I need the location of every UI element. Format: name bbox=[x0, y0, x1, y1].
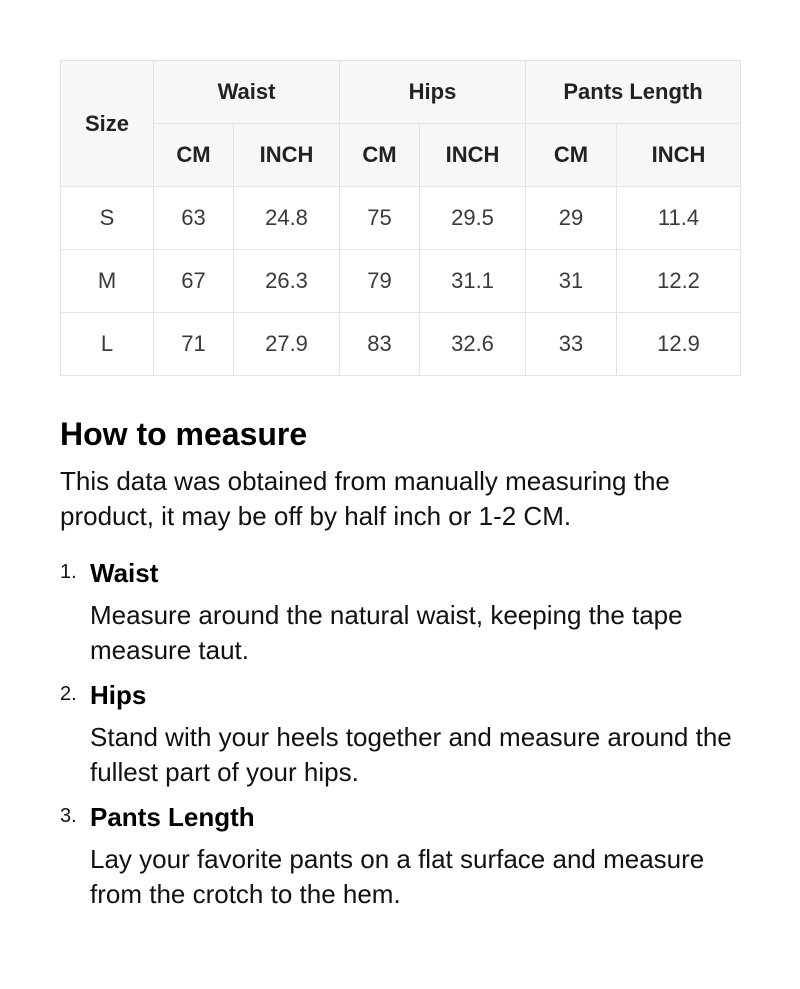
table-cell: 67 bbox=[154, 250, 234, 313]
unit-header: CM bbox=[340, 124, 420, 187]
step-title: Pants Length bbox=[90, 802, 255, 832]
measure-steps-list bbox=[60, 556, 750, 912]
unit-header: INCH bbox=[420, 124, 526, 187]
table-cell: 27.9 bbox=[234, 313, 340, 376]
size-cell: L bbox=[61, 313, 154, 376]
table-cell: 75 bbox=[340, 187, 420, 250]
step-title: Waist bbox=[90, 558, 159, 588]
table-cell: 31.1 bbox=[420, 250, 526, 313]
size-cell: M bbox=[61, 250, 154, 313]
step-description: Stand with your heels together and measure around the fullest part of your hips. bbox=[90, 722, 732, 787]
unit-header: INCH bbox=[234, 124, 340, 187]
size-cell: S bbox=[61, 187, 154, 250]
table-cell: 32.6 bbox=[420, 313, 526, 376]
list-item-hips bbox=[60, 678, 750, 790]
step-title: Hips bbox=[90, 680, 147, 710]
unit-header: CM bbox=[154, 124, 234, 187]
table-cell: 31 bbox=[526, 250, 617, 313]
table-cell: 29 bbox=[526, 187, 617, 250]
table-cell: 63 bbox=[154, 187, 234, 250]
waist-column-header: Waist bbox=[154, 61, 340, 124]
table-cell: 33 bbox=[526, 313, 617, 376]
table-row bbox=[61, 187, 741, 250]
intro-text: This data was obtained from manually measuring the product, it may be off by half inch or 1-2 CM. bbox=[60, 466, 670, 531]
table-cell: 12.2 bbox=[617, 250, 741, 313]
step-number: 3. bbox=[60, 805, 77, 827]
table-row bbox=[61, 313, 741, 376]
step-number: 1. bbox=[60, 561, 77, 583]
table-cell: 79 bbox=[340, 250, 420, 313]
table-header-row bbox=[61, 61, 741, 124]
unit-header: INCH bbox=[617, 124, 741, 187]
table-row bbox=[61, 250, 741, 313]
step-description: Lay your favorite pants on a flat surface and measure from the crotch to the hem. bbox=[90, 844, 705, 909]
table-cell: 83 bbox=[340, 313, 420, 376]
table-cell: 12.9 bbox=[617, 313, 741, 376]
step-description: Measure around the natural waist, keeping the tape measure taut. bbox=[90, 600, 683, 665]
table-cell: 11.4 bbox=[617, 187, 741, 250]
hips-column-header: Hips bbox=[340, 61, 526, 124]
size-column-header: Size bbox=[61, 61, 154, 187]
pants-length-column-header: Pants Length bbox=[526, 61, 741, 124]
section-title: How to measure bbox=[60, 416, 308, 452]
table-cell: 26.3 bbox=[234, 250, 340, 313]
step-number: 2. bbox=[60, 683, 77, 705]
how-to-measure-section bbox=[60, 412, 750, 922]
list-item-pants-length bbox=[60, 800, 750, 912]
size-chart-table bbox=[60, 60, 741, 376]
unit-header: CM bbox=[526, 124, 617, 187]
list-item-waist bbox=[60, 556, 750, 668]
table-cell: 71 bbox=[154, 313, 234, 376]
table-unit-row bbox=[61, 124, 741, 187]
table-cell: 29.5 bbox=[420, 187, 526, 250]
table-cell: 24.8 bbox=[234, 187, 340, 250]
